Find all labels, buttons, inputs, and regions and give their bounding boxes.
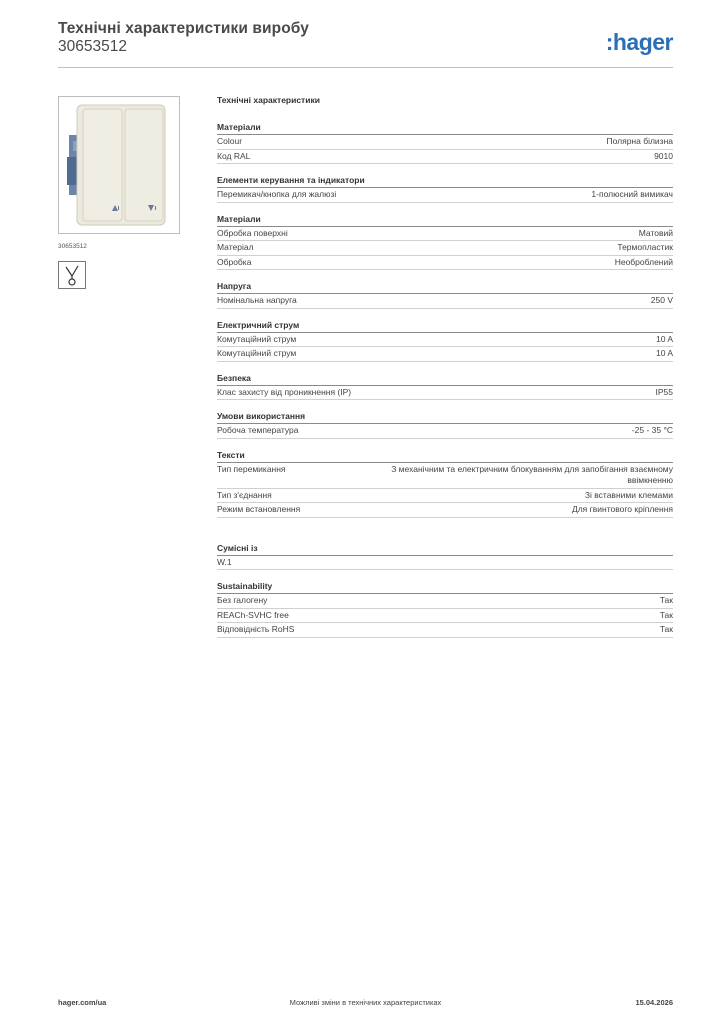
spec-key: Обробка [217, 256, 252, 267]
spec-section [217, 410, 673, 439]
page-title: Технічні характеристики виробу [58, 20, 309, 37]
spec-key: Номінальна напруга [217, 295, 297, 305]
spec-value: Так [659, 624, 673, 634]
spec-section [217, 213, 673, 271]
spec-section [217, 174, 673, 203]
spec-section-heading: Sustainability [217, 580, 673, 594]
spec-value: Так [659, 595, 673, 605]
spec-value: 10 A [655, 348, 673, 358]
spec-section [217, 319, 673, 362]
product-id-label: 30653512 [58, 243, 87, 250]
footer-note: Можливі зміни в технічних характеристиках [289, 998, 442, 1007]
spec-key: Комутаційний струм [217, 348, 297, 358]
page-header [58, 20, 673, 68]
spec-row [217, 227, 673, 242]
spec-value: -25 - 35 °C [631, 425, 673, 435]
spec-section [217, 372, 673, 401]
spec-key: Код RAL [217, 150, 251, 161]
spec-row [217, 424, 673, 439]
spec-key: Перемикач/кнопка для жалюзі [217, 189, 337, 199]
spec-row [217, 256, 673, 271]
spec-value: 9010 [654, 150, 673, 161]
blind-switch-symbol-icon [58, 261, 86, 289]
spec-row [217, 294, 673, 309]
spec-section [217, 449, 673, 518]
spec-section-heading: Елементи керування та індикатори [217, 174, 673, 188]
spec-value: IP55 [655, 386, 673, 397]
spec-value: Зі вставними клемами [584, 489, 673, 500]
spec-key: Комутаційний струм [217, 333, 297, 344]
header-divider [58, 67, 673, 68]
footer-date: 15.04.2026 [635, 998, 673, 1007]
spec-row [217, 135, 673, 150]
spec-key: Без галогену [217, 595, 268, 605]
spec-row [217, 150, 673, 165]
spec-section [217, 580, 673, 638]
spec-key: Матеріал [217, 242, 254, 252]
spec-key: W.1 [217, 556, 232, 567]
spec-value: Термопластик [617, 242, 673, 252]
spec-section [217, 542, 673, 571]
spec-value: З механічним та електричним блокуванням для запобігання взаємному ввімкненню [391, 463, 673, 485]
spec-value: 1-полюсний вимикач [591, 189, 673, 199]
spec-section [217, 121, 673, 164]
spec-key: Режим встановлення [217, 504, 301, 514]
spec-value: Матовий [638, 227, 673, 238]
spec-section-heading: Матеріали [217, 121, 673, 135]
spec-value: Для гвинтового кріплення [571, 504, 673, 514]
spec-section-heading: Безпека [217, 372, 673, 386]
specs-title: Технічні характеристики [217, 95, 320, 105]
product-photo [59, 97, 179, 233]
spec-row [217, 594, 673, 609]
spec-section-heading: Умови використання [217, 410, 673, 424]
spec-section-heading: Сумісні із [217, 542, 673, 556]
spec-section [217, 280, 673, 309]
spec-value: Необроблений [614, 256, 673, 267]
product-image [58, 96, 180, 234]
footer-website[interactable]: hager.com/ua [58, 998, 107, 1007]
spec-row [217, 609, 673, 624]
spec-value: Так [659, 609, 673, 620]
spec-value: 250 V [650, 295, 673, 305]
product-number: 30653512 [58, 38, 127, 55]
hager-logo: :hager [605, 29, 673, 55]
spec-row [217, 503, 673, 518]
spec-value: 10 A [655, 333, 673, 344]
spec-key: Colour [217, 136, 243, 146]
spec-row [217, 556, 673, 571]
spec-row [217, 489, 673, 504]
spec-section-heading: Електричний струм [217, 319, 673, 333]
spec-section-heading: Тексти [217, 449, 673, 463]
spec-row [217, 623, 673, 638]
spec-row [217, 241, 673, 256]
spec-section-heading: Напруга [217, 280, 673, 294]
spec-key: Відповідність RoHS [217, 624, 295, 634]
spec-row [217, 188, 673, 203]
spec-value: Полярна білизна [606, 136, 673, 146]
spec-section-heading: Матеріали [217, 213, 673, 227]
spec-key: Робоча температура [217, 425, 299, 435]
spec-key: Тип перемикання [217, 463, 286, 474]
spec-key: Тип з'єднання [217, 489, 272, 500]
specs-table [217, 95, 673, 648]
spec-key: REACh-SVHC free [217, 609, 289, 620]
spec-row [217, 463, 673, 489]
spec-key: Клас захисту від проникнення (IP) [217, 386, 352, 397]
spec-row [217, 347, 673, 362]
spec-row [217, 333, 673, 348]
spec-row [217, 386, 673, 401]
page-footer [58, 998, 673, 1010]
spec-key: Обробка поверхні [217, 227, 288, 238]
